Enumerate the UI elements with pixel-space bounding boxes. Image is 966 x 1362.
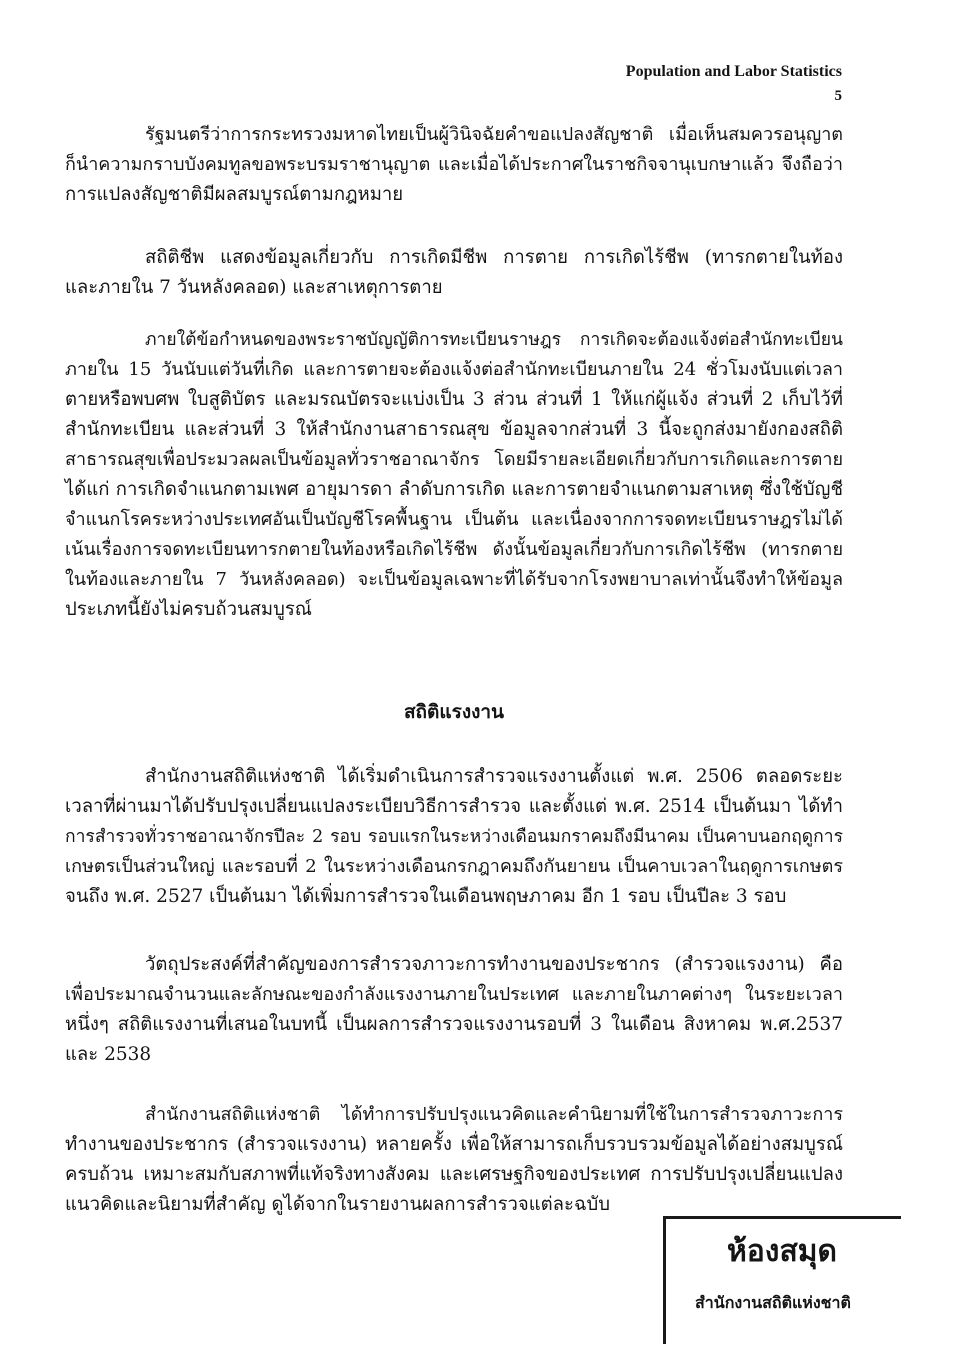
paragraph-line: การแปลงสัญชาติมีผลสมบูรณ์ตามกฎหมาย xyxy=(65,184,404,205)
paragraph-line: วัตถุประสงค์ที่สำคัญของการสำรวจภาวะการทำงานของประชากร (สำรวจแรงงาน) คือ xyxy=(145,954,843,975)
paragraph-line: ในท้องและภายใน 7 วันหลังคลอด) จะเป็นข้อมูลเฉพาะที่ได้รับจากโรงพยาบาลเท่านั้นจึงทำให้ข้อมูล xyxy=(65,569,843,590)
library-stamp xyxy=(657,1206,907,1346)
paragraph-line: และ 2538 xyxy=(65,1044,152,1065)
paragraph-vital-statistics xyxy=(65,243,843,303)
running-header-title: Population and Labor Statistics xyxy=(625,63,842,80)
paragraph-line: ประเภทนี้ยังไม่ครบถ้วนสมบูรณ์ xyxy=(65,599,312,620)
paragraph-line: การสำรวจทั่วราชอาณาจักรปีละ 2 รอบ รอบแรกในระหว่างเดือนมกราคมถึงมีนาคม เป็นคาบนอกฤดูการ xyxy=(65,827,843,847)
paragraph-line: เน้นเรื่องการจดทะเบียนทารกตายในท้องหรือเกิดไร้ชีพ ดังนั้นข้อมูลเกี่ยวกับการเกิดไร้ชีพ (ทารกตาย xyxy=(65,539,843,560)
paragraph-labor-survey-history xyxy=(65,762,843,912)
paragraph-line: จำแนกโรคระหว่างประเทศอันเป็นบัญชีโรคพื้นฐาน เป็นต้น และเนื่องจากการจดทะเบียนราษฎรไม่ได้ xyxy=(65,509,843,530)
paragraph-line: จนถึง พ.ศ. 2527 เป็นต้นมา ได้เพิ่มการสำรวจในเดือนพฤษภาคม อีก 1 รอบ เป็นปีละ 3 รอบ xyxy=(65,886,787,907)
paragraph-survey-objectives xyxy=(65,950,843,1070)
paragraph-line: ครบถ้วน เหมาะสมกับสภาพที่แท้จริงทางสังคม และเศรษฐกิจของประเทศ การปรับปรุงเปลี่ยนแปลง xyxy=(65,1164,843,1185)
paragraph-line: สาธารณสุขเพื่อประมวลผลเป็นข้อมูลทั่วราชอาณาจักร โดยมีรายละเอียดเกี่ยวกับการเกิดและการตาย xyxy=(65,449,843,470)
stamp-border-left xyxy=(663,1216,666,1344)
paragraph-line: รัฐมนตรีว่าการกระทรวงมหาดไทยเป็นผู้วินิจฉัยคำขอแปลงสัญชาติ เมื่อเห็นสมควรอนุญาต xyxy=(145,124,843,145)
paragraph-line: หนึ่งๆ สถิติแรงงานที่เสนอในบทนี้ เป็นผลการสำรวจแรงงานรอบที่ 3 ในเดือน สิงหาคม พ.ศ.2537 xyxy=(65,1014,843,1035)
page-number: 5 xyxy=(834,88,842,104)
paragraph-line: สำนักงานสถิติแห่งชาติ ได้ทำการปรับปรุงแนวคิดและคำนิยามที่ใช้ในการสำรวจภาวะการ xyxy=(145,1104,843,1125)
paragraph-line: และภายใน 7 วันหลังคลอด) และสาเหตุการตาย xyxy=(65,277,443,298)
stamp-title: ห้องสมุด xyxy=(727,1234,838,1269)
paragraph-line: เพื่อประมาณจำนวนและลักษณะของกำลังแรงงานภายในประเทศ และภายในภาคต่างๆ ในระยะเวลา xyxy=(65,984,843,1005)
section-heading-labor-statistics: สถิติแรงงาน xyxy=(403,701,505,723)
paragraph-line: ก็นำความกราบบังคมทูลขอพระบรมราชานุญาต และเมื่อได้ประกาศในราชกิจจานุเบกษาแล้ว จึงถือว่า xyxy=(65,154,843,175)
paragraph-definitions xyxy=(65,1100,843,1220)
paragraph-line: ภายใน 15 วันนับแต่วันที่เกิด และการตายจะต้องแจ้งต่อสำนักทะเบียนภายใน 24 ชั่วโมงนับแต่เวลา xyxy=(65,359,843,380)
stamp-border-top xyxy=(665,1216,901,1219)
paragraph-line: เวลาที่ผ่านมาได้ปรับปรุงเปลี่ยนแปลงระเบียบวิธีการสำรวจ และตั้งแต่ พ.ศ. 2514 เป็นต้นมา ได้ทำ xyxy=(65,796,843,817)
paragraph-line: สถิติชีพ แสดงข้อมูลเกี่ยวกับ การเกิดมีชีพ การตาย การเกิดไร้ชีพ (ทารกตายในท้อง xyxy=(145,247,843,268)
stamp-subtitle: สำนักงานสถิติแห่งชาติ xyxy=(695,1293,851,1312)
paragraph-naturalization xyxy=(65,120,843,210)
paragraph-line: สำนักทะเบียน และส่วนที่ 3 ให้สำนักงานสาธารณสุข ข้อมูลจากส่วนที่ 3 นี้จะถูกส่งมายังกองสถิติ xyxy=(65,419,843,440)
paragraph-line: สำนักงานสถิติแห่งชาติ ได้เริ่มดำเนินการสำรวจแรงงานตั้งแต่ พ.ศ. 2506 ตลอดระยะ xyxy=(145,766,843,787)
paragraph-line: ภายใต้ข้อกำหนดของพระราชบัญญัติการทะเบียนราษฎร การเกิดจะต้องแจ้งต่อสำนักทะเบียน xyxy=(145,330,843,350)
paragraph-line: ตายหรือพบศพ ใบสูติบัตร และมรณบัตรจะแบ่งเป็น 3 ส่วน ส่วนที่ 1 ให้แก่ผู้แจ้ง ส่วนที่ 2 เก็บไว้ที่ xyxy=(65,389,843,410)
paragraph-line: ทำงานของประชากร (สำรวจแรงงาน) หลายครั้ง เพื่อให้สามารถเก็บรวบรวมข้อมูลได้อย่างสมบูรณ์ xyxy=(65,1134,843,1155)
paragraph-civil-registration xyxy=(65,325,843,625)
paragraph-line: ได้แก่ การเกิดจำแนกตามเพศ อายุมารดา ลำดับการเกิด และการตายจำแนกตามสาเหตุ ซึ่งใช้บัญชี xyxy=(65,479,843,500)
paragraph-line: เกษตรเป็นส่วนใหญ่ และรอบที่ 2 ในระหว่างเดือนกรกฎาคมถึงกันยายน เป็นคาบเวลาในฤดูการเกษตร xyxy=(65,856,843,877)
paragraph-line: แนวคิดและนิยามที่สำคัญ ดูได้จากในรายงานผลการสำรวจแต่ละฉบับ xyxy=(65,1194,611,1215)
